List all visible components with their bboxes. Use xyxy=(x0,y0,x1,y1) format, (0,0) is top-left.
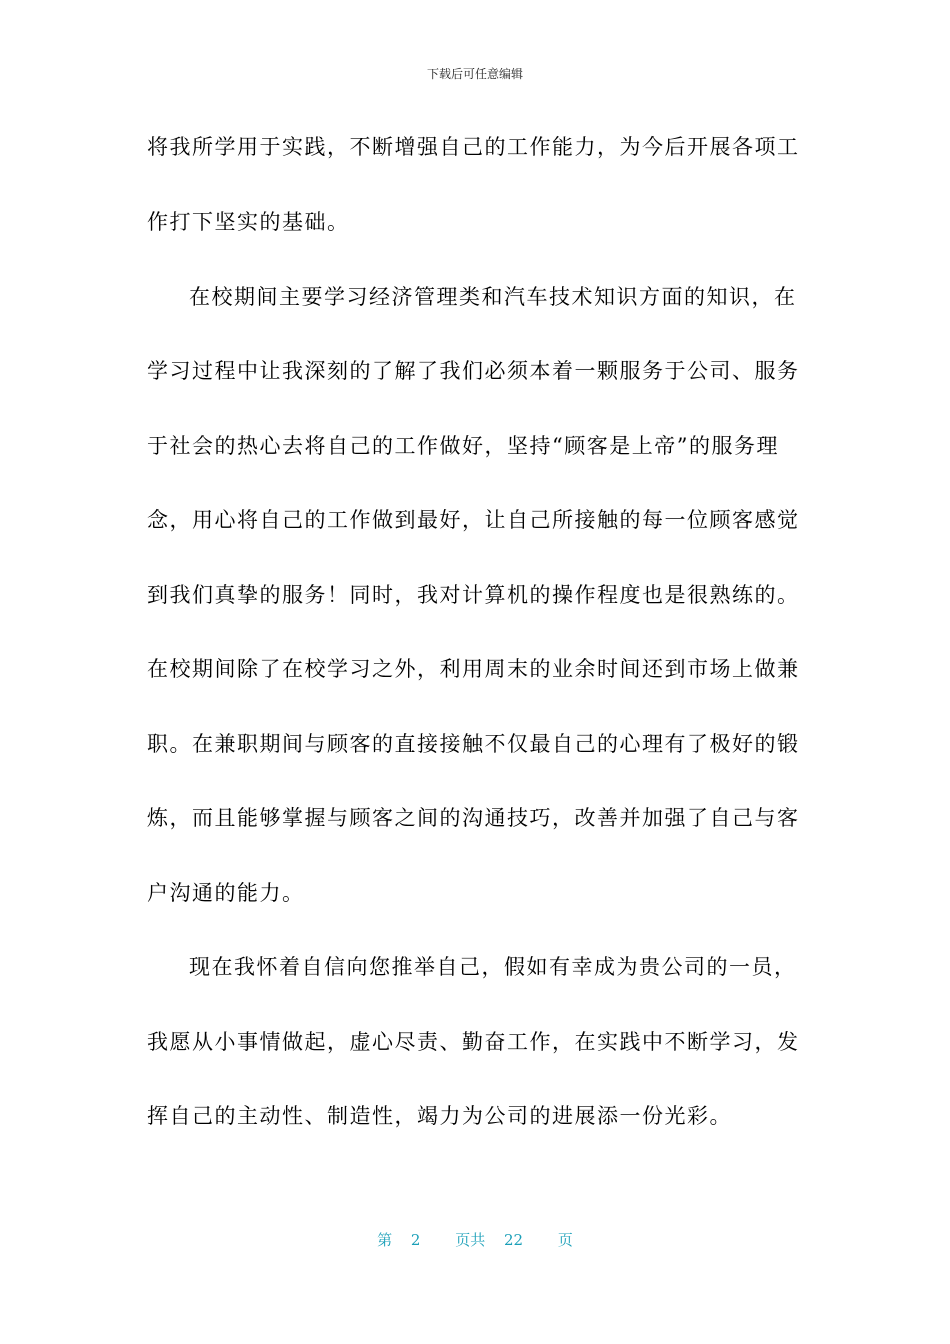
footer-current-page: 2 xyxy=(410,1231,421,1249)
page-footer xyxy=(0,1230,950,1250)
body-line-indented: 现在我怀着自信向您推举自己，假如有幸成为贵公司的一员， xyxy=(189,955,797,979)
body-line: 学习过程中让我深刻的了解了我们必须本着一颗服务于公司、服务 xyxy=(147,359,800,383)
body-line: 户沟通的能力。 xyxy=(147,881,305,905)
footer-suffix: 页 xyxy=(557,1231,573,1249)
footer-prefix: 第 xyxy=(377,1231,393,1249)
body-line: 职。在兼职期间与顾客的直接接触不仅最自己的心理有了极好的锻 xyxy=(147,732,800,756)
body-line: 炼，而且能够掌握与顾客之间的沟通技巧，改善并加强了自己与客 xyxy=(147,806,800,830)
body-line: 在校期间除了在校学习之外，利用周末的业余时间还到市场上做兼 xyxy=(147,657,800,681)
page-header: 下载后可任意编辑 xyxy=(426,67,523,81)
body-line: 挥自己的主动性、制造性，竭力为公司的进展添一份光彩。 xyxy=(147,1104,732,1128)
footer-total-pages: 22 xyxy=(504,1231,524,1249)
body-line: 念，用心将自己的工作做到最好，让自己所接触的每一位顾客感觉 xyxy=(147,508,800,532)
body-line: 于社会的热心去将自己的工作做好，坚持“顾客是上帝”的服务理 xyxy=(147,434,779,458)
body-line: 我愿从小事情做起，虚心尽责、勤奋工作，在实践中不断学习，发 xyxy=(147,1030,800,1054)
body-line: 到我们真挚的服务！同时，我对计算机的操作程度也是很熟练的。 xyxy=(147,583,800,607)
footer-middle: 页共 xyxy=(455,1231,486,1249)
body-line-indented: 在校期间主要学习经济管理类和汽车技术知识方面的知识，在 xyxy=(189,285,797,309)
body-line: 作打下坚实的基础。 xyxy=(147,210,350,234)
body-line: 将我所学用于实践，不断增强自己的工作能力，为今后开展各项工 xyxy=(147,135,800,159)
